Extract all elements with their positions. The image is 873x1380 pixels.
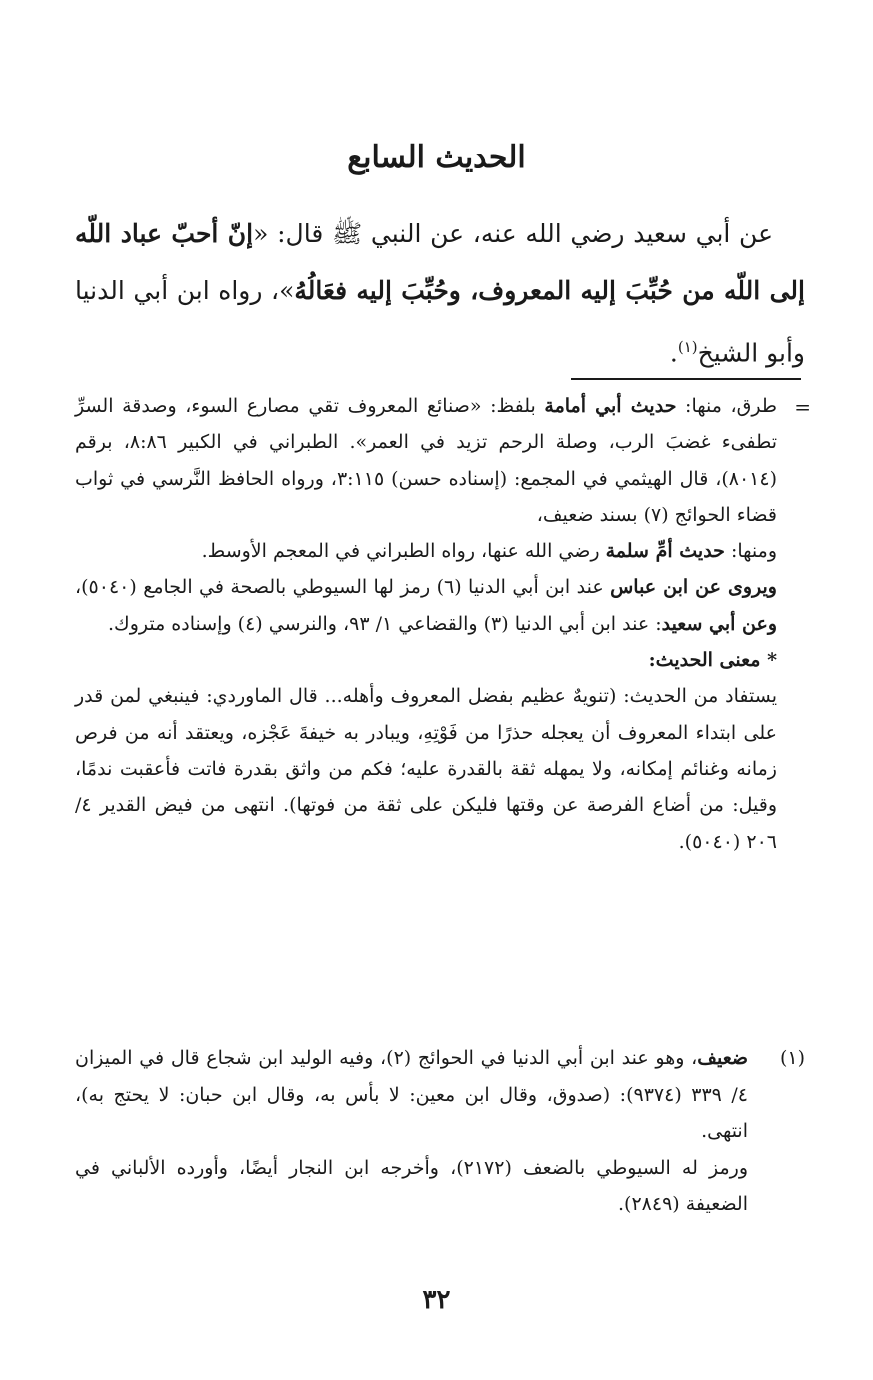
footnote-number: (١) (779, 1047, 805, 1069)
footnote (75, 1040, 748, 1223)
footnote-separator (571, 378, 801, 380)
footnote-reference: (١) (677, 338, 698, 356)
page-number: ٣٢ (422, 1285, 451, 1315)
notes-text: بلفظ: «صنائع المعروف تقي مصارع السوء، وصدقة السرِّ تطفىء غضبَ الرب، وصلة الرحم تزيد في العمر». الطبراني في الكبير ٨:٨٦، برقم (٨٠١٤)، قال الهيثمي في المجمع: (إسناده حسن) ٣:١١٥، ورواه الحافظ النَّرسي في ثواب قضاء الحوائج (٧) بسند ضعيف، (75, 395, 778, 526)
meaning-text: يستفاد من الحديث: (تنويهٌ عظيم بفضل المعروف وأهله... قال الماوردي: فينبغي لمن قدر على ابتداء المعروف أن يعجله حذرًا من فَوْتِهِ، ويبادر به خيفةَ عَجْزه، ويعتقد أنه من فرص زمانه وغنائم إمكانه، ولا يمهله ثقة بالقدرة عليه؛ فكم من واثق بقدرة فاتت فأعقبت ندمًا، وقيل: من أضاع الفرصة عن وقتها فليكن على ثقة من فوتها). انتهى من فيض القدير ٤/ ٢٠٦ (٥٠٤٠). (75, 685, 777, 853)
footnote-text: ، وهو عند ابن أبي الدنيا في الحوائج (٢)، وفيه الوليد ابن شجاع قال في الميزان ٤/ ٣٣٩ (٩٣٧٤): (صدوق، وقال ابن معين: لا بأس به، وقال ابن حبان: لا يحتج به)، انتهى. (75, 1047, 749, 1142)
chapter-title: الحديث السابع (347, 140, 526, 175)
notes-text: ومنها: (724, 540, 777, 563)
notes-text: طرق، منها: (676, 395, 777, 417)
notes-bold: ويروى عن ابن عباس (610, 576, 777, 599)
footnote-bold: ضعيف (697, 1047, 748, 1069)
meaning-heading-text: * معنى الحديث: (648, 649, 777, 672)
notes-paragraph-3 (75, 569, 777, 642)
notes-bold: حديث أمِّ سلمة (605, 540, 725, 563)
hadith-intro: عن أبي سعيد رضي الله عنه، عن النبي ﷺ قال: « (253, 219, 774, 248)
hadith-quote: إنّ أحبّ عباد اللّه إلى اللّه من حُبِّبَ إليه المعروف، وحُبِّبَ إليه فعَالُهُ (75, 219, 805, 305)
notes-text: رضي الله عنها، رواه الطبراني في المعجم الأوسط. (201, 540, 606, 563)
notes-paragraph-2 (75, 533, 777, 569)
notes-bold: وعن أبي سعيد (661, 612, 777, 635)
meaning-heading (75, 642, 777, 678)
continued-notes (75, 388, 777, 860)
footnote-paragraph-2: ورمز له السيوطي بالضعف (٢١٧٢)، وأخرجه ابن النجار أيضًا، وأورده الألباني في الضعيفة (٢٨٤٩). (75, 1156, 749, 1215)
hadith-source: »، رواه ابن أبي الدنيا وأبو الشيخ (75, 276, 805, 368)
footnote-paragraph-1 (75, 1040, 748, 1150)
hadith-end: . (669, 338, 678, 368)
notes-bold: حديث أبي أمامة (544, 395, 677, 417)
continuation-mark: = (794, 395, 811, 419)
hadith-text (75, 205, 805, 381)
notes-text: عند ابن أبي الدنيا (٦) رمز لها السيوطي بالصحة في الجامع (٥٠٤٠)، (75, 576, 611, 599)
notes-text: : عند ابن أبي الدنيا (٣) والقضاعي ١/ ٩٣، والنرسي (٤) وإسناده متروك. (108, 612, 662, 635)
notes-paragraph-1 (75, 388, 777, 533)
